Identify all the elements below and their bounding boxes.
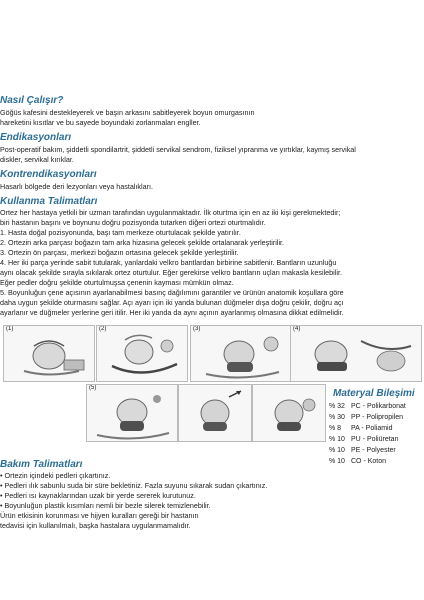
material-name: PC - Polikarbonat bbox=[351, 403, 406, 410]
velcro-strap-illustration bbox=[291, 326, 421, 381]
material-row bbox=[329, 413, 403, 422]
material-row bbox=[329, 402, 406, 411]
indications-text bbox=[0, 145, 420, 165]
contraindications-text bbox=[0, 182, 420, 192]
indications-title: Endikasyonları bbox=[0, 132, 72, 143]
button-pull-illustration bbox=[179, 385, 251, 441]
patient-lying-illustration bbox=[4, 326, 94, 381]
button-push-illustration bbox=[253, 385, 325, 441]
material-percent: % 10 bbox=[329, 447, 345, 454]
figure-number: (1) bbox=[6, 326, 14, 332]
text-line: daha uygun şekilde oturmasını sağlar. Açı ayarı için iki yanda bulunan düğmeler dışa doğru çekilir, doğru açı bbox=[0, 298, 344, 307]
text-line: 1. Hasta doğal pozisyonunda, başı tam merkeze oturtulacak şekilde yatırılır. bbox=[0, 228, 241, 237]
material-name: PP - Polipropilen bbox=[351, 414, 404, 421]
material-row bbox=[329, 446, 396, 455]
material-name: PE - Polyester bbox=[351, 447, 396, 454]
front-piece-placement-illustration bbox=[191, 326, 291, 381]
text-line: 2. Ortezin arka parçası boğazın tam arka hizasına gelecek şekilde ortalanarak yerleştirilir. bbox=[0, 238, 285, 247]
how-it-works-text bbox=[0, 108, 420, 128]
figure-2-image bbox=[96, 325, 188, 382]
care-title: Bakım Talimatları bbox=[0, 459, 83, 470]
contraindications-title: Kontrendikasyonları bbox=[0, 169, 97, 180]
material-row bbox=[329, 457, 386, 466]
usage-text bbox=[0, 208, 420, 318]
material-percent: % 10 bbox=[329, 436, 345, 443]
material-name: PU - Poliüretan bbox=[351, 436, 399, 443]
text-line: Eğer pedler doğru şekilde oturtulmuşsa çenenin kayması mümkün olmaz. bbox=[0, 278, 234, 287]
text-line: tedavisi için kullanılmalı, başka hastalara uygulanmamalıdır. bbox=[0, 521, 191, 530]
material-name: CO - Koton bbox=[351, 458, 387, 465]
figure-number: (4) bbox=[293, 326, 301, 332]
figure-5b-image bbox=[178, 384, 252, 442]
text-line: hareketini kısıtlar ve bu sayede boyundaki zorlanmaları engller. bbox=[0, 118, 201, 127]
text-line: Post-operatif bakım, şiddetli spondilartrit, şiddetli servikal sendrom, fiziksel yıpranma ve yırtıklar, kaymış servikal bbox=[0, 145, 356, 154]
material-percent: % 30 bbox=[329, 414, 345, 421]
text-line: 3. Ortezin ön parçası, merkezi boğazın ortasına gelecek şekilde yerleştirilir. bbox=[0, 248, 239, 257]
text-line: Göğüs kafesini destekleyerek ve başın arkasını sabitleyerek boyun omurgasının bbox=[0, 108, 255, 117]
text-line: Hasarlı bölgede deri lezyonları veya hastalıkları. bbox=[0, 182, 154, 191]
figure-4-image bbox=[290, 325, 422, 382]
how-it-works-title: Nasıl Çalışır? bbox=[0, 95, 64, 106]
material-percent: % 10 bbox=[329, 458, 345, 465]
text-line: 5. Boyunluğun çene açısının ayarlanabilmesi basınç dağılımını garantiler ve ürünün anatomik koşullara göre bbox=[0, 288, 344, 297]
text-line: Ürün etkisinin korunması ve hijyen kuralları gereği bir hastanın bbox=[0, 511, 199, 520]
figure-number: (5) bbox=[89, 385, 97, 391]
text-line: ayarlanır ve düğmeler yerlerine geri itilir. Her iki yanda da aynı açının ayarlanmış olmasına dikkat edilmelidir. bbox=[0, 308, 344, 317]
material-name: PA - Poliamid bbox=[351, 425, 393, 432]
text-line: aynı olacak şekilde sırayla sıkılarak ortez oturtulur. Eğer gerekirse velkro bantların uçları makasla kesilebilir. bbox=[0, 268, 342, 277]
text-line: biri hastanın başını ve boynunu doğru pozisyonda tutarken diğeri ortezi oturtmalıdır. bbox=[0, 218, 266, 227]
figure-5c-image bbox=[252, 384, 326, 442]
text-line: 4. Her iki parça yerinde sabit tutularak, yanlardaki velkro bantlardan birbirine sabitlenir. Bantların uzunluğu bbox=[0, 258, 337, 267]
figure-1-image bbox=[3, 325, 95, 382]
text-line: • Pedleri ısı kaynaklarından uzak bir yerde sererek kurutunuz. bbox=[0, 491, 196, 500]
text-line: • Boyunluğun plastik kısımları nemli bir bezle silerek temizlenebilir. bbox=[0, 501, 211, 510]
material-percent: % 32 bbox=[329, 403, 345, 410]
text-line: • Pedleri ılık sabunlu suda bir süre bekletiniz. Fazla suyunu sıkarak sudan çıkartınız. bbox=[0, 481, 268, 490]
usage-title: Kullanma Talimatları bbox=[0, 196, 98, 207]
text-line: diskler, servikal kırıklar. bbox=[0, 155, 74, 164]
text-line: • Ortezin içindeki pedleri çıkartınız. bbox=[0, 471, 111, 480]
material-percent: % 8 bbox=[329, 425, 342, 432]
material-row bbox=[329, 424, 393, 433]
materials-title: Materyal Bileşimi bbox=[333, 388, 415, 399]
figure-number: (2) bbox=[99, 326, 107, 332]
back-piece-placement-illustration bbox=[97, 326, 187, 381]
chin-angle-adjust-illustration bbox=[87, 385, 177, 441]
care-text bbox=[0, 471, 320, 531]
text-line: Ortez her hastaya yetkili bir uzman tarafından uygulanmaktadır. İlk oturtma için en az iki kişi gerekmektedir; bbox=[0, 208, 341, 217]
material-row bbox=[329, 435, 398, 444]
figure-5-image bbox=[86, 384, 178, 442]
figure-number: (3) bbox=[193, 326, 201, 332]
figure-3-image bbox=[190, 325, 292, 382]
